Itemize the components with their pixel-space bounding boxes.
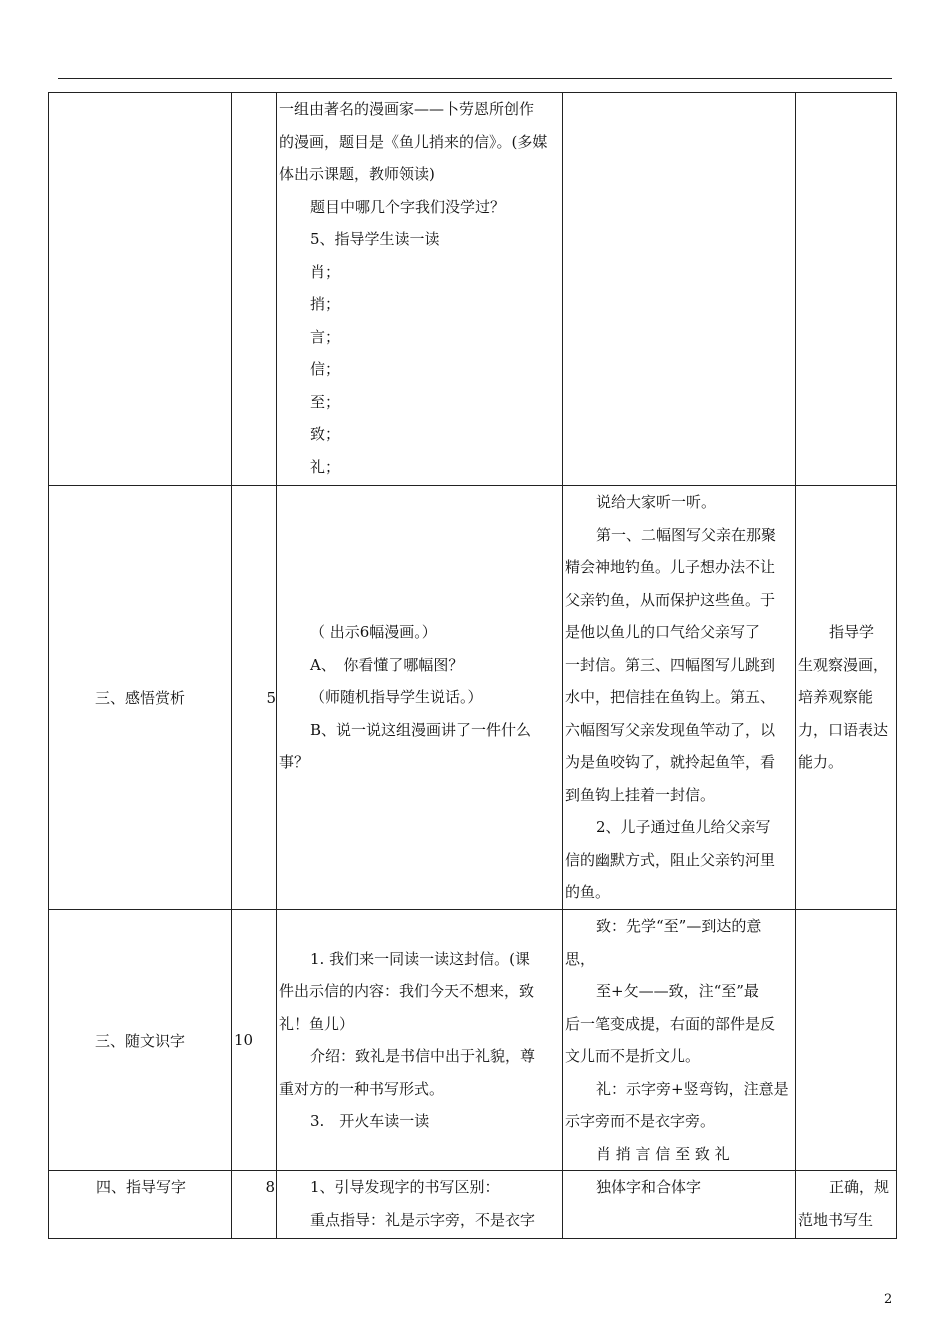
teacher-activity-cell — [277, 486, 563, 910]
text-line: 水中，把信挂在鱼钩上。第五、 — [565, 688, 776, 706]
stage-cell — [49, 910, 232, 1171]
text-line: 体出示课题，教师领读) — [279, 165, 435, 183]
text-line: 2、儿子通过鱼儿给父亲写 — [596, 818, 771, 836]
text-line: 正确，规 — [829, 1178, 890, 1196]
text-line: 力，口语表达 — [798, 720, 889, 739]
stage-cell — [49, 93, 232, 486]
text-line: 1、引导发现字的书写区别： — [310, 1178, 500, 1196]
text-line: B、说一说这组漫画讲了一件什么 — [310, 720, 532, 739]
teacher-activity-cell — [277, 93, 563, 486]
text-line: 的漫画，题目是《鱼儿捎来的信》。(多媒 — [279, 132, 548, 151]
stage-cell — [49, 486, 232, 910]
text-line: 文儿而不是折文儿。 — [565, 1047, 701, 1065]
text-line: 精会神地钓鱼。儿子想办法不让 — [565, 558, 776, 576]
text-line: 件出示信的内容：我们今天不想来，致 — [279, 982, 535, 1000]
intent-cell — [796, 486, 897, 910]
text-line: 重对方的一种书写形式。 — [279, 1079, 445, 1098]
text-line: 第一、二幅图写父亲在那聚 — [596, 525, 777, 544]
text-line: 至+攵——致，注“至”最 — [596, 982, 759, 1000]
text-line: 肖； — [310, 262, 341, 281]
student-activity-cell — [563, 1171, 796, 1239]
text-line: 指导学 — [829, 623, 875, 642]
student-activity-cell — [563, 93, 796, 486]
table-row — [49, 486, 897, 910]
text-line: 5、指导学生读一读 — [310, 230, 440, 248]
intent-cell — [796, 1171, 897, 1239]
minutes-cell — [232, 1171, 277, 1239]
minutes-value: 8 — [265, 1178, 275, 1196]
minutes-value: 10 — [234, 1031, 254, 1049]
stage-cell — [49, 1171, 232, 1239]
text-line: 范地书写生 — [798, 1210, 874, 1229]
text-line: 言； — [310, 327, 341, 346]
minutes-cell — [232, 93, 277, 486]
text-line: 肖 捎 言 信 至 致 礼 — [596, 1144, 730, 1163]
text-line: （师随机指导学生说话。） — [310, 688, 483, 707]
teacher-activity-cell — [277, 1171, 563, 1239]
text-line: 礼； — [310, 457, 341, 476]
text-line: 一封信。第三、四幅图写儿跳到 — [565, 655, 776, 674]
text-line: 至； — [310, 392, 341, 411]
table-row — [49, 910, 897, 1171]
text-line: 题目中哪几个字我们没学过？ — [310, 197, 506, 216]
text-line: 礼：示字旁+竖弯钩，注意是 — [596, 1079, 789, 1098]
text-line: （ 出示6幅漫画。） — [310, 623, 437, 642]
stage-label: 四、指导写字 — [95, 1178, 186, 1196]
teacher-activity-cell — [277, 910, 563, 1171]
minutes-cell — [232, 910, 277, 1171]
text-line: 信的幽默方式，阻止父亲钓河里 — [565, 850, 776, 869]
intent-cell — [796, 910, 897, 1171]
text-line: 的鱼。 — [565, 883, 611, 901]
text-line: 1. 我们来一同读一读这封信。(课 — [310, 949, 530, 968]
stage-label: 三、随文识字 — [94, 1031, 185, 1050]
minutes-cell — [232, 486, 277, 910]
text-line: 为是鱼咬钩了，就拎起鱼竿，看 — [565, 753, 776, 771]
text-line: 到鱼钩上挂着一封信。 — [565, 785, 716, 804]
text-line: 示字旁而不是衣字旁。 — [565, 1112, 716, 1130]
lesson-plan-table — [48, 92, 897, 1239]
text-line: 父亲钓鱼，从而保护这些鱼。于 — [565, 590, 776, 609]
text-line: 重点指导：礼是示字旁，不是衣字 — [310, 1210, 536, 1229]
student-activity-cell — [563, 486, 796, 910]
intent-cell — [796, 93, 897, 486]
text-line: 思， — [565, 949, 596, 968]
minutes-value: 5 — [266, 688, 276, 707]
text-line: 信； — [310, 360, 341, 378]
text-line: 说给大家听一听。 — [596, 493, 717, 511]
text-line: 事？ — [279, 753, 310, 772]
text-line: 六幅图写父亲发现鱼竿动了，以 — [565, 720, 776, 739]
stage-label: 三、感悟赏析 — [94, 689, 185, 707]
text-line: A、 你看懂了哪幅图？ — [310, 655, 464, 674]
text-line: 3. 开火车读一读 — [310, 1112, 430, 1130]
text-line: 生观察漫画， — [798, 655, 889, 674]
text-line: 介绍：致礼是书信中出于礼貌，尊 — [310, 1047, 536, 1065]
table-row — [49, 1171, 897, 1239]
page-number: 2 — [884, 1292, 893, 1307]
text-line: 礼！鱼儿） — [279, 1014, 355, 1033]
table-row — [49, 93, 897, 486]
text-line: 培养观察能 — [798, 688, 874, 707]
text-line: 独体字和合体字 — [596, 1178, 702, 1196]
text-line: 一组由著名的漫画家——卜劳恩所创作 — [279, 100, 535, 118]
text-line: 后一笔变成提，右面的部件是反 — [565, 1014, 776, 1033]
text-line: 捎； — [310, 295, 341, 313]
text-line: 致：先学“至”—到达的意 — [596, 917, 762, 935]
text-line: 致； — [310, 425, 341, 443]
header-rule — [58, 78, 892, 79]
text-line: 能力。 — [798, 753, 844, 772]
text-line: 是他以鱼儿的口气给父亲写了 — [565, 623, 761, 641]
student-activity-cell — [563, 910, 796, 1171]
